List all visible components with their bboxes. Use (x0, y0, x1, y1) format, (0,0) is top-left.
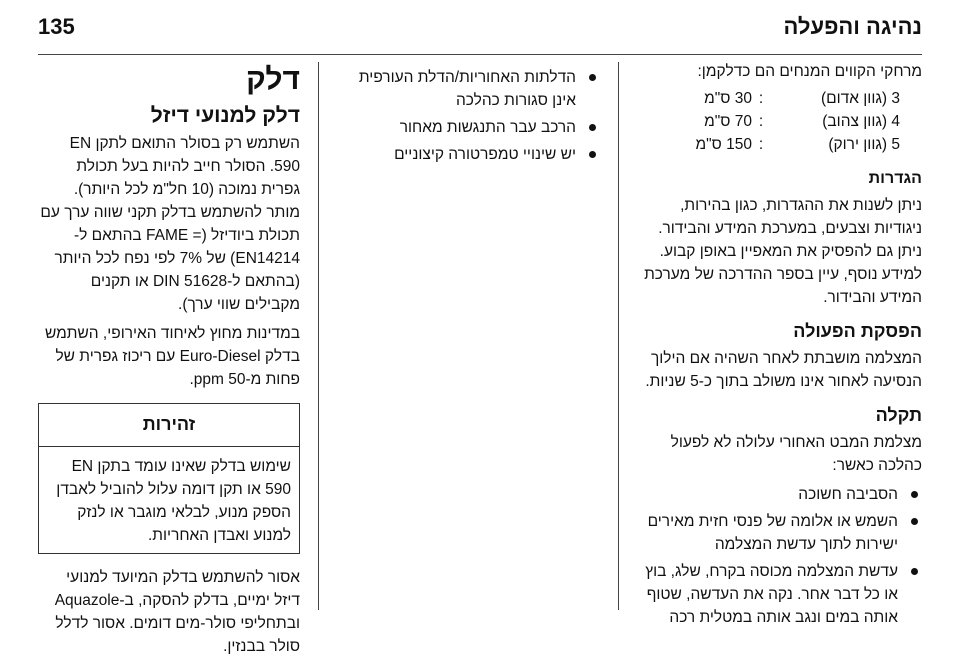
distance-separator: : (758, 90, 764, 107)
list-item: הסביבה חשוכה (638, 483, 922, 506)
fault-list (638, 483, 922, 629)
column-divider (618, 62, 619, 610)
distance-separator: : (758, 113, 764, 130)
list-item: הדלתות האחוריות/הדלת העורפית אינן סגורות כהלכה (338, 66, 600, 112)
distance-row (638, 133, 900, 156)
distance-separator: : (758, 136, 764, 153)
fault-heading: תקלה (875, 405, 922, 425)
page-header (38, 14, 922, 52)
list-item: השמש או אלומה של פנסי חזית מאירים ישירות לתוך עדשת המצלמה (638, 510, 922, 556)
column-divider (318, 62, 319, 610)
subsection-title: דלק למנועי דיזל (150, 104, 300, 127)
list-item: עדשת המצלמה מכוסה בקרח, שלג, בוץ או כל דבר אחר. נקה את העדשה, שטוף אותה במים ונגב אותה במטלית רכה (638, 560, 922, 629)
distances-intro: מרחקי הקווים המנחים הם כדלקמן: (697, 63, 922, 80)
stop-text: המצלמה מושבתת לאחר השהיה אם הילוך הנסיעה לאחור אינו משולב בתוך כ-5 שניות. (645, 350, 922, 390)
caution-box (38, 403, 300, 554)
page-number: 135 (38, 14, 75, 39)
header-rule (38, 54, 922, 55)
distance-row (638, 87, 900, 110)
settings-heading: הגדרות (868, 170, 922, 187)
distance-value: 30 ס"מ (704, 90, 752, 107)
distance-name: 3 (גוון אדום) (820, 90, 900, 107)
fuel-spec-text: השתמש רק בסולר התואם לתקן EN 590. הסולר חייב להיות בעל תכולת גפרית נמוכה (10 חל"מ לכל היותר). מותר להשתמש בדלק תקני שווה ערך עם תכולת ביודיזל (= FAME בהתאם ל-EN14214) של 7% לפי נפח לכל היותר (בהתאם ל-DIN 51628 או תקנים מקבילים שווי ערך). (40, 135, 300, 313)
fault-list-continued (338, 66, 600, 166)
caution-text: שימוש בדלק שאינו עומד בתקן EN 590 או תקן דומה עלול להוביל לאבדן הספק מנוע, לבלאי מוגבר או לנזק למנוע ואבדן האחריות. (56, 458, 291, 544)
list-item: יש שינויי טמפרטורה קיצוניים (338, 143, 600, 166)
right-column (638, 60, 922, 633)
caution-body (39, 447, 299, 553)
caution-title: זהירות (39, 404, 299, 447)
fault-text: מצלמת המבט האחורי עלולה לא לפעול כהלכה כאשר: (670, 434, 922, 474)
running-title: נהיגה והפעלה (783, 14, 922, 39)
left-column (38, 62, 300, 664)
prohibited-fuels-text: אסור להשתמש בדלק המיועד למנועי דיזל ימיים, בדלק להסקה, ב-Aquazole ובתחליפי סולר-מים דומים. אסור לדלל סולר בבנזין. (54, 569, 300, 655)
distance-value: 70 ס"מ (704, 113, 752, 130)
distance-name: 4 (גוון צהוב) (822, 113, 900, 130)
distance-name: 5 (גוון ירוק) (828, 136, 900, 153)
settings-text: ניתן לשנות את ההגדרות, כגון בהירות, ניגודיות וצבעים, במערכת המידע והבידור. ניתן גם להפסיק את המאפיין באופן קבוע. למידע נוסף, עיין בספר ההדרכה של מערכת המידע והבידור. (644, 197, 922, 306)
fuel-outside-eu-text: במדינות מחוץ לאיחוד האירופי, השתמש בדלק Euro-Diesel עם ריכוז גפרית של פחות מ-50 ppm. (44, 325, 300, 388)
list-item: הרכב עבר התנגשות מאחור (338, 116, 600, 139)
middle-column (338, 66, 600, 170)
distance-row (638, 110, 900, 133)
section-title: דלק (246, 63, 300, 96)
stop-heading: הפסקת הפעולה (793, 321, 922, 341)
distance-value: 150 ס"מ (695, 136, 752, 153)
